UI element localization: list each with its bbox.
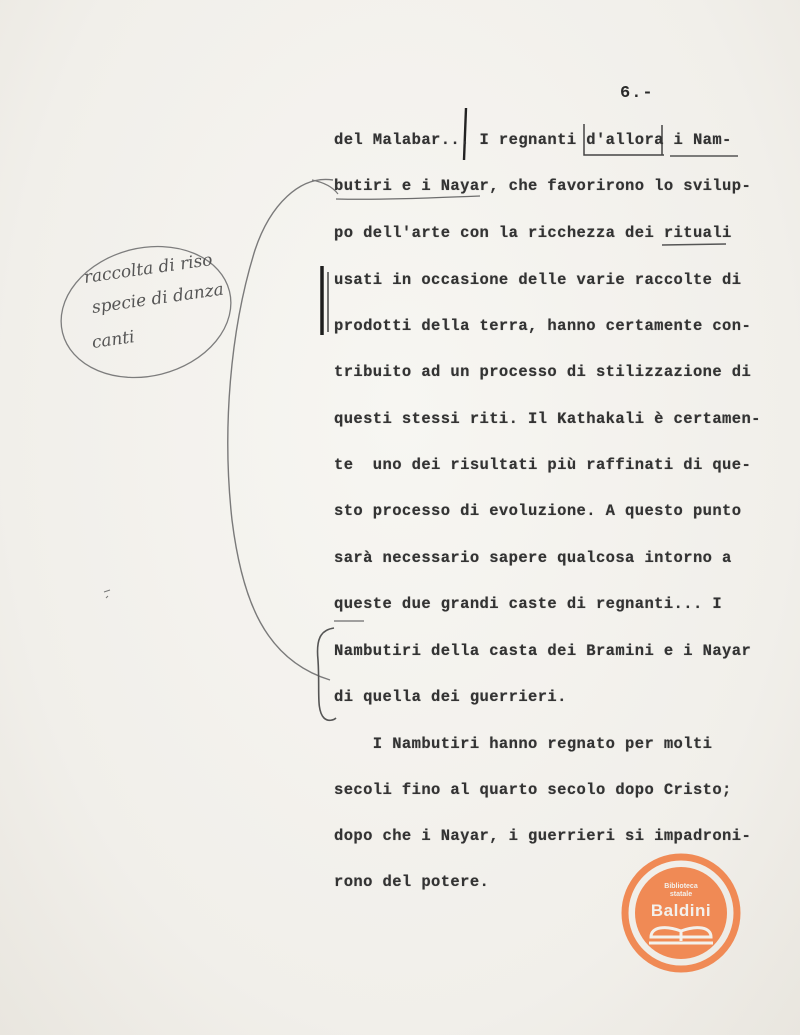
underline-rituali	[662, 244, 726, 245]
text-line-12: Nambutiri della casta dei Bramini e i Nayar	[334, 642, 752, 660]
margin-note-line-3: canti	[90, 327, 136, 353]
library-stamp	[621, 853, 741, 973]
text-line-10: sarà necessario sapere qualcosa intorno a	[334, 549, 732, 567]
text-line-15: secoli fino al quarto secolo dopo Cristo;	[334, 781, 732, 799]
curved-bracket-line	[228, 179, 333, 680]
text-line-14: I Nambutiri hanno regnato per molti	[334, 735, 713, 753]
text-line-16: dopo che i Nayar, i guerrieri si impadroni-	[334, 827, 752, 845]
text-line-3: po dell'arte con la ricchezza dei rituali	[334, 224, 732, 242]
text-line-2: butiri e i Nayar, che favorirono lo svilup-	[334, 177, 752, 195]
text-line-7: questi stessi riti. Il Kathakali è certamen-	[334, 410, 761, 428]
text-line-11: queste due grandi caste di regnanti... I	[334, 595, 723, 613]
text-line-1: del Malabar... I regnanti d'allora i Nam-	[334, 131, 732, 149]
stamp-top-text: Biblioteca statale	[664, 883, 698, 898]
margin-note-line-1: raccolta di riso	[82, 250, 214, 288]
text-line-4: usati in occasione delle varie raccolte di	[334, 271, 742, 289]
text-line-8: te uno dei risultati più raffinati di que-	[334, 456, 752, 474]
text-line-17: rono del potere.	[334, 873, 490, 891]
text-line-9: sto processo di evoluzione. A questo punto	[334, 502, 742, 520]
margin-note-line-2: specie di danza	[90, 279, 225, 318]
underline-nayar	[336, 196, 480, 199]
note-circle	[47, 229, 245, 395]
text-line-13: di quella dei guerrieri.	[334, 688, 567, 706]
text-line-6: tribuito ad un processo di stilizzazione di	[334, 363, 752, 381]
stray-pencil-mark	[104, 590, 110, 598]
page-number: 6.-	[620, 84, 654, 103]
text-line-5: prodotti della terra, hanno certamente con-	[334, 317, 752, 335]
stamp-name: Baldini	[650, 901, 712, 920]
